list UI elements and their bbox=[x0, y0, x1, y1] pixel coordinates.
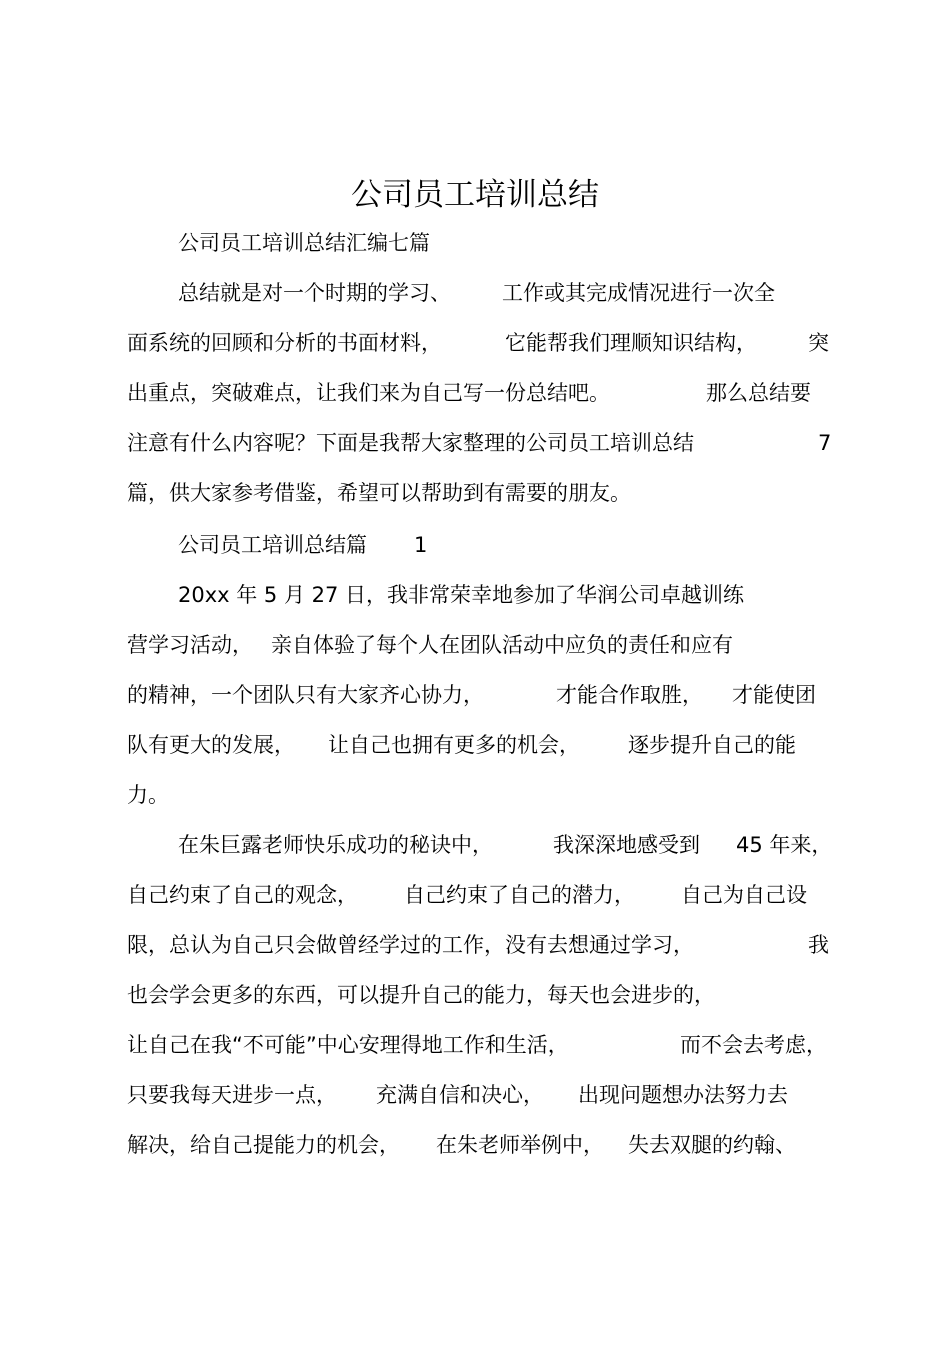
text-line: 那么总结要 bbox=[706, 381, 811, 405]
text-line: 面系统的回顾和分析的书面材料， bbox=[127, 331, 442, 355]
text-line: 解决，给自己提能力的机会， bbox=[127, 1133, 400, 1157]
text-line: 失去双腿的约翰、 bbox=[628, 1133, 796, 1157]
text-line: 充满自信和决心， bbox=[376, 1083, 544, 1107]
text-line: 在朱老师举例中， bbox=[436, 1133, 604, 1157]
section-number: 1 bbox=[414, 533, 428, 557]
text-line: 的精神，一个团队只有大家齐心协力， bbox=[127, 683, 484, 707]
text-line: 出重点，突破难点，让我们来为自己写一份总结吧。 bbox=[127, 381, 610, 405]
text-line: 我深深地感受到 bbox=[553, 833, 700, 857]
text-line: 7 bbox=[818, 431, 832, 455]
text-line: 篇，供大家参考借鉴，希望可以帮助到有需要的朋友。 bbox=[127, 481, 631, 505]
text-line: 自己约束了自己的观念， bbox=[127, 883, 358, 907]
text-line: 自己为自己设 bbox=[681, 883, 807, 907]
text-line: 营学习活动， bbox=[127, 633, 253, 657]
text-line: 亲自体验了每个人在团队活动中应负的责任和应有 bbox=[271, 633, 733, 657]
text-line: 只要我每天进步一点， bbox=[127, 1083, 337, 1107]
text-line: 我 bbox=[808, 933, 829, 957]
text-line: 自己约束了自己的潜力， bbox=[404, 883, 635, 907]
text-line: 力。 bbox=[127, 783, 169, 807]
text-line: 工作或其完成情况进行一次全 bbox=[502, 281, 775, 305]
document-subtitle: 公司员工培训总结汇编七篇 bbox=[178, 231, 430, 255]
text-line: 45 年来， bbox=[736, 833, 833, 857]
section-heading: 公司员工培训总结篇 bbox=[178, 533, 367, 557]
text-line: 出现问题想办法努力去 bbox=[578, 1083, 788, 1107]
text-line: 在朱巨露老师快乐成功的秘诀中， bbox=[178, 833, 493, 857]
text-line: 队有更大的发展， bbox=[127, 733, 295, 757]
text-line: 逐步提升自己的能 bbox=[628, 733, 796, 757]
text-line: 才能使团 bbox=[732, 683, 816, 707]
text-line: 注意有什么内容呢？下面是我帮大家整理的公司员工培训总结 bbox=[127, 431, 694, 455]
document-title: 公司员工培训总结 bbox=[351, 177, 599, 213]
text-line: 让自己也拥有更多的机会， bbox=[328, 733, 580, 757]
text-line: 20xx 年 5 月 27 日，我非常荣幸地参加了华润公司卓越训练 bbox=[178, 583, 745, 607]
text-line: 它能帮我们理顺知识结构， bbox=[505, 331, 757, 355]
text-line: 而不会去考虑， bbox=[680, 1033, 827, 1057]
text-line: 让自己在我“不可能”中心安理得地工作和生活， bbox=[127, 1033, 569, 1057]
text-line: 才能合作取胜， bbox=[556, 683, 703, 707]
text-line: 也会学会更多的东西，可以提升自己的能力，每天也会进步的， bbox=[127, 983, 715, 1007]
text-line: 限，总认为自己只会做曾经学过的工作，没有去想通过学习， bbox=[127, 933, 694, 957]
text-line: 总结就是对一个时期的学习、 bbox=[178, 281, 451, 305]
text-line: 突 bbox=[808, 331, 829, 355]
